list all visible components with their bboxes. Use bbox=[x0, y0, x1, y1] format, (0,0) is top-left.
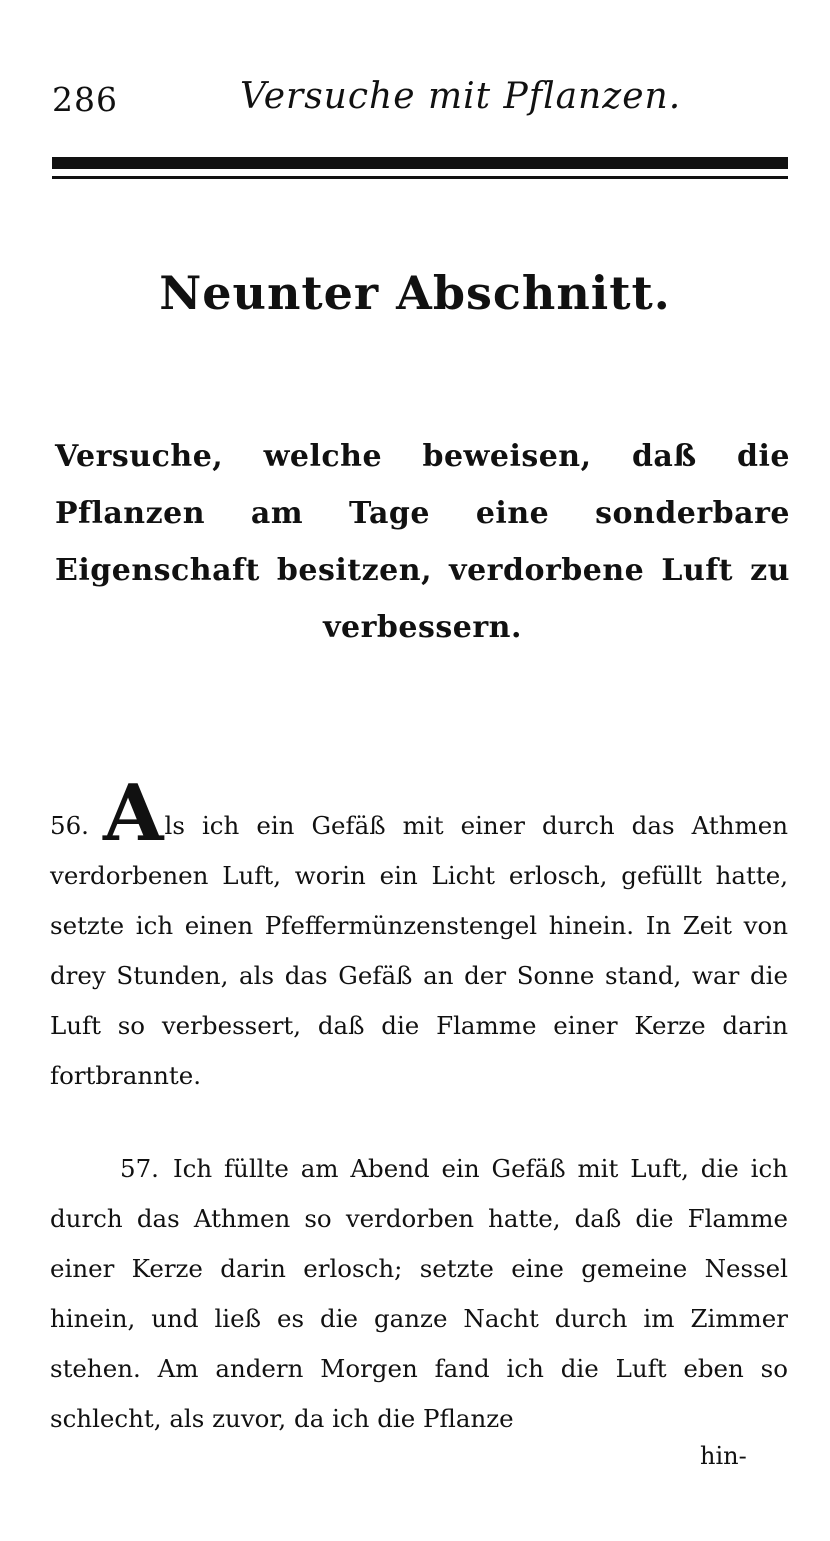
running-title: Versuche mit Pflanzen. bbox=[240, 76, 682, 117]
paragraph-56 bbox=[50, 768, 788, 1101]
paragraph-text: Ich füllte am Abend ein Gefäß mit Luft, die ich durch das Athmen so verdorben hatte, daß die Flamme einer Kerze darin erlosch; setzte eine gemeine Nessel hinein, und ließ es die ganze Nacht durch im Zimmer stehen. Am andern Morgen fand ich die Luft eben so schlecht, als zuvor, da ich die Pflanze bbox=[50, 1154, 788, 1433]
paragraph-number: 57. bbox=[120, 1154, 159, 1183]
chapter-subtitle: Versuche, welche beweisen, daß die Pflanzen am Tage eine sonderbare Eigenschaft besitzen, verdorbene Luft zu verbessern. bbox=[55, 439, 790, 645]
paragraph-text: ls ich ein Gefäß mit einer durch das Athmen verdorbenen Luft, worin ein Licht erlosch, gefüllt hatte, setzte ich einen Pfeffermünzenstengel hinein. In Zeit von drey Stunden, als das Gefäß an der Sonne stand, war die Luft so verbessert, daß die Flamme einer Kerze darin fortbrannte. bbox=[50, 811, 788, 1090]
catchword: hin- bbox=[700, 1442, 747, 1470]
chapter-title: Neunter Abschnitt. bbox=[159, 266, 671, 320]
header-rule-thick bbox=[52, 157, 788, 169]
page-header bbox=[52, 68, 792, 128]
page-number: 286 bbox=[52, 80, 118, 119]
paragraph-number: 56. bbox=[50, 811, 89, 840]
paragraph-57 bbox=[50, 1144, 788, 1444]
header-rule-thin bbox=[52, 176, 788, 179]
drop-cap: A bbox=[102, 768, 164, 859]
